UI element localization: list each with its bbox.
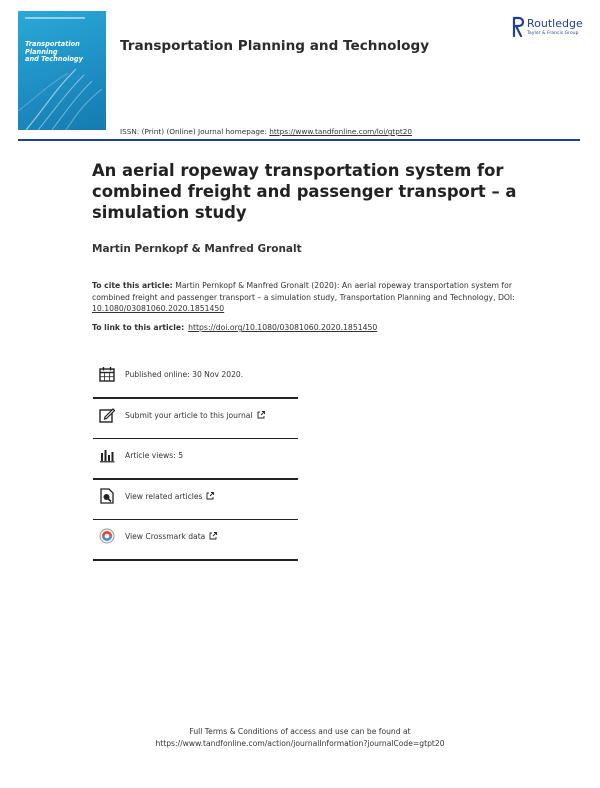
citation-text: Martin Pernkopf & Manfred Gronalt (2020): An aerial ropeway transportation system for combined freight and passenger transport – a simulation study, Transportation Planning and Technology, DOI: — [92, 281, 515, 302]
article-info-list — [93, 366, 298, 569]
article-doi-link[interactable]: https://doi.org/10.1080/03081060.2020.1851450 — [188, 323, 378, 332]
document-search-icon — [99, 488, 115, 504]
submit-article-item[interactable] — [93, 407, 298, 448]
journal-homepage-link[interactable]: https://www.tandfonline.com/loi/gtpt20 — [269, 127, 412, 136]
publisher-tagline: Taylor & Francis Group — [527, 31, 579, 36]
citation-label: To cite this article: — [92, 281, 173, 290]
info-divider — [93, 519, 298, 521]
link-label: To link to this article: — [92, 323, 185, 332]
related-articles-text[interactable]: View related articles — [125, 491, 203, 501]
info-divider — [93, 478, 298, 480]
bar-chart-icon — [99, 447, 115, 463]
submit-article-link[interactable] — [125, 411, 265, 420]
issn-label: ISSN: (Print) (Online) Journal homepage: — [120, 127, 267, 136]
journal-cover-image — [18, 11, 106, 130]
header-divider — [18, 139, 580, 141]
related-articles-item[interactable] — [93, 488, 298, 529]
article-views-item — [93, 447, 298, 488]
article-views-text: Article views: 5 — [125, 451, 184, 460]
routledge-logo-icon — [512, 16, 524, 38]
info-divider — [93, 397, 298, 399]
submit-article-text[interactable]: Submit your article to this journal — [125, 410, 253, 420]
cover-road-graphic — [18, 11, 106, 130]
published-online-item — [93, 366, 298, 407]
crossmark-item[interactable] — [93, 528, 298, 569]
journal-title[interactable]: Transportation Planning and Technology — [120, 38, 430, 54]
cover-title-line2: and Technology — [25, 55, 83, 64]
publisher-logo[interactable] — [512, 16, 584, 42]
publisher-name: Routledge — [527, 17, 583, 30]
footer-journal-link[interactable]: https://www.tandfonline.com/action/journalInformation?journalCode=gtpt20 — [155, 739, 445, 748]
crossmark-icon — [99, 528, 115, 544]
issn-line — [120, 127, 412, 136]
article-authors: Martin Pernkopf & Manfred Gronalt — [92, 243, 302, 255]
published-online-text: Published online: 30 Nov 2020. — [125, 370, 244, 379]
related-articles-link[interactable] — [125, 492, 214, 501]
article-title: An aerial ropeway transportation system for combined freight and passenger transport – a simulation study — [92, 161, 517, 222]
article-link-line — [92, 323, 377, 332]
info-divider — [93, 438, 298, 440]
citation-block — [92, 280, 517, 315]
crossmark-link[interactable] — [125, 532, 217, 541]
crossmark-text[interactable]: View Crossmark data — [125, 532, 206, 541]
external-link-icon — [209, 532, 217, 540]
footer-terms-text: Full Terms & Conditions of access and use can be found at — [189, 727, 411, 736]
cover-title-line1: Transportation Planning — [25, 40, 80, 56]
calendar-icon — [99, 366, 115, 382]
info-divider — [93, 559, 298, 561]
citation-doi-link[interactable]: 10.1080/03081060.2020.1851450 — [92, 304, 225, 314]
external-link-icon — [206, 492, 214, 500]
footer — [0, 726, 600, 750]
external-link-icon — [257, 411, 265, 419]
edit-icon — [99, 407, 115, 423]
